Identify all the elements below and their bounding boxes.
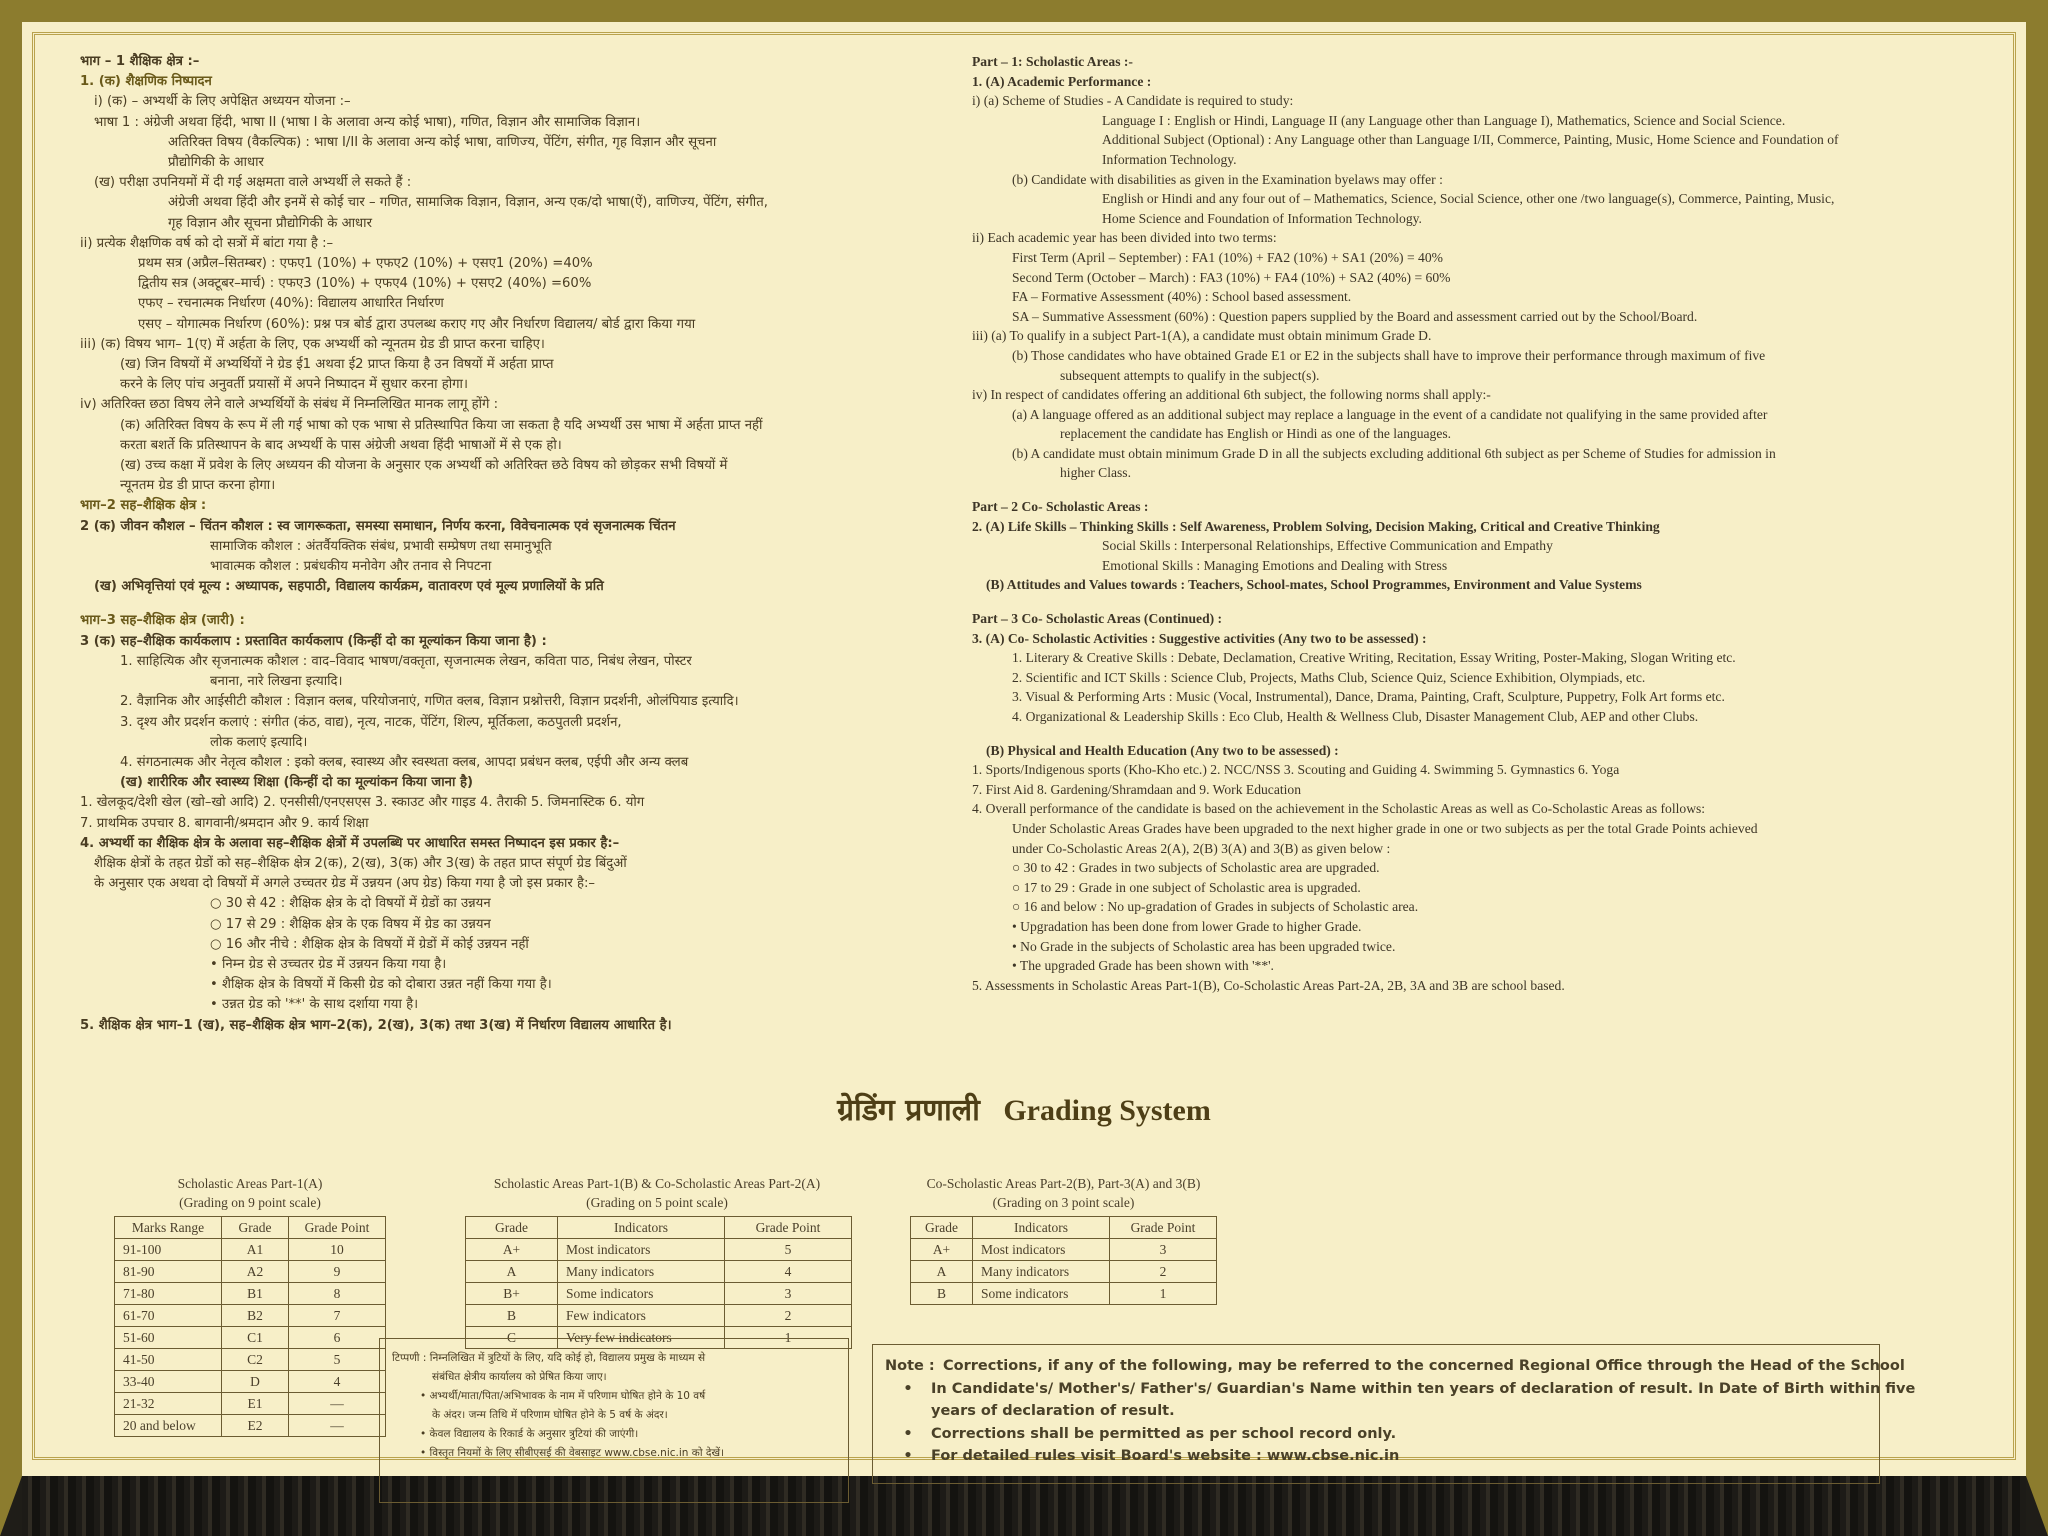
text-line: Second Term (October – March) : FA3 (10%) + FA4 (10%) + SA2 (40%) = 60% [1012,269,1451,285]
text-line: (ख) जिन विषयों में अभ्यर्थियों ने ग्रेड ई1 अथवा ई2 प्राप्त किया है उन विषयों में अर्हता प्राप्त [120,357,554,373]
text-line: 4. Overall performance of the candidate is based on the achievement in the Scholastic Areas as well as Co-Scholastic Areas as follows: [972,801,1706,817]
table-cell: A+ [911,1239,973,1261]
text-line: Additional Subject (Optional) : Any Language other than Language I/II, Commerce, Painting, Music, Home Science and Foundation of [1102,132,1839,148]
note-bullet-text: For detailed rules visit Board's website : www.cbse.nic.in [931,1448,1400,1464]
text-line: Under Scholastic Areas Grades have been upgraded to the next higher grade in one or two subjects as per the total Grade Points achieved [1012,820,1758,836]
column-header: Grade Point [1110,1217,1217,1239]
table-cell: B [466,1305,558,1327]
text-line: 7. First Aid 8. Gardening/Shramdaan and 9. Work Education [972,781,1302,797]
hindi-note-line: • विस्तृत नियमों के लिए सीबीएसई की वेबसाइट www.cbse.nic.in को देखें। [420,1447,725,1459]
table-cell: Most indicators [558,1239,725,1261]
table-cell: A2 [222,1261,289,1283]
table-row [466,1283,852,1305]
text-line: English or Hindi and any four out of – Mathematics, Science, Social Science, other one /two language(s), Commerce, Painting, Music, [1102,191,1835,207]
table-cell: 3 [1110,1239,1217,1261]
text-line: 2. (A) Life Skills – Thinking Skills : Self Awareness, Problem Solving, Decision Making, Critical and Creative Thinking [972,518,1660,534]
text-line: • उन्नत ग्रेड को '**' के साथ दर्शाया गया है। [210,997,419,1013]
table-row [115,1239,386,1261]
hindi-note-line: • अभ्यर्थी/माता/पिता/अभिभावक के नाम में परिणाम घोषित होने के 10 वर्ष [420,1390,706,1402]
text-line: iii) (a) To qualify in a subject Part-1(A), a candidate must obtain minimum Grade D. [972,328,1432,344]
text-line: i) (क) – अभ्यर्थी के लिए अपेक्षित अध्ययन योजना :– [94,94,351,110]
table-cell: C2 [222,1349,289,1371]
table-cell: C [466,1327,558,1349]
text-line: Language I : English or Hindi, Language II (any Language other than Language I), Mathematics, Science and Social Science. [1102,112,1786,128]
text-line: 3 (क) सह–शैक्षिक कार्यकलाप : प्रस्तावित कार्यकलाप (किन्हीं दो का मूल्यांकन किया जाना है) : [80,633,547,649]
table-cell: A [466,1261,558,1283]
text-line: 1. खेलकूद/देशी खेल (खो–खो आदि) 2. एनसीसी/एनएसएस 3. स्काउट और गाइड 4. तैराकी 5. जिमनास्टिक 6. योग [80,795,645,811]
text-line: ○ 17 to 29 : Grade in one subject of Scholastic area is upgraded. [1012,879,1361,895]
table-cell: — [289,1415,386,1437]
table-cell: 6 [289,1327,386,1349]
english-note-box [872,1344,1916,1484]
table-cell: A1 [222,1239,289,1261]
table-row [115,1327,386,1349]
text-line: 1. साहित्यिक और सृजनात्मक कौशल : वाद–विवाद भाषण/वक्तृता, सृजनात्मक लेखन, कविता पाठ, निबंध लेखन, पोस्टर [120,653,692,669]
text-line: (B) Physical and Health Education (Any two to be assessed) : [986,742,1339,758]
table-row [115,1283,386,1305]
text-line: Home Science and Foundation of Information Technology. [1102,210,1422,226]
text-line: (b) Those candidates who have obtained Grade E1 or E2 in the subjects shall have to improve their performance through maximum of five [1012,347,1766,363]
text-line: अंग्रेजी अथवा हिंदी और इनमें से कोई चार – गणित, सामाजिक विज्ञान, विज्ञान, अन्य एक/दो भाषा(ऐं), वाणिज्य, पेंटिंग, संगीत, [168,195,768,211]
table-caption: Scholastic Areas Part-1(B) & Co-Scholastic Areas Part-2(A) [493,1176,821,1191]
note-bullet: • In Candidate's/ Mother's/ Father's/ Guardian's Name within ten years of declaration of result. In Date of Birth within five [903,1380,1916,1397]
text-line: Part – 3 Co- Scholastic Areas (Continued) : [972,611,1223,627]
hindi-note-line: संबंधित क्षेत्रीय कार्यालय को प्रेषित किया जाए। [432,1371,607,1383]
text-line: 2. वैज्ञानिक और आईसीटी कौशल : विज्ञान क्लब, परियोजनाएं, गणित क्लब, विज्ञान प्रश्नोत्तरी, विज्ञान प्रदर्शनी, ओलंपियाड इत्यादि। [120,694,739,710]
table-cell: Few indicators [558,1305,725,1327]
table-caption: Co-Scholastic Areas Part-2(B), Part-3(A) and 3(B) [926,1176,1201,1191]
text-line: First Term (April – September) : FA1 (10%) + FA2 (10%) + SA1 (20%) = 40% [1012,249,1443,265]
text-line: • No Grade in the subjects of Scholastic area has been upgraded twice. [1012,938,1396,954]
table-cell: D [222,1371,289,1393]
text-line: प्रथम सत्र (अप्रैल–सितम्बर) : एफए1 (10%) + एफए2 (10%) + एसए1 (20%) =40% [138,256,593,272]
column-header: Grade [222,1217,289,1239]
table-subcaption: (Grading on 9 point scale) [179,1195,321,1210]
text-line: भाग–3 सह–शैक्षिक क्षेत्र (जारी) : [80,613,245,629]
column-header: Indicators [558,1217,725,1239]
text-line: 1. Sports/Indigenous sports (Kho-Kho etc.) 2. NCC/NSS 3. Scouting and Guiding 4. Swimming 5. Gymnastics 6. Yoga [972,762,1620,778]
column-header: Grade Point [725,1217,852,1239]
grading-table-9-point [114,1174,386,1437]
table-subcaption: (Grading on 3 point scale) [992,1195,1135,1210]
table-cell: Very few indicators [558,1327,725,1349]
text-line: द्वितीय सत्र (अक्टूबर–मार्च) : एफए3 (10%) + एफए4 (10%) + एसए2 (40%) =60% [138,276,592,292]
table-cell: 9 [289,1261,386,1283]
table-cell: 41-50 [115,1349,222,1371]
text-line: 1. (A) Academic Performance : [972,73,1152,89]
text-line: iii) (क) विषय भाग– 1(ए) में अर्हता के लिए, एक अभ्यर्थी को न्यूनतम ग्रेड डी प्राप्त करना चाहिए। [80,336,545,352]
text-line: (ख) उच्च कक्षा में प्रवेश के लिए अध्ययन की योजना के अनुसार एक अभ्यर्थी को अतिरिक्त छठे विषय को छोड़कर सभी विषयों में [120,458,728,474]
text-line: i) (a) Scheme of Studies - A Candidate is required to study: [972,93,1294,109]
table-row [911,1239,1217,1261]
text-line: • निम्न ग्रेड से उच्चतर ग्रेड में उन्नयन किया गया है। [210,956,447,972]
table-row [466,1239,852,1261]
table-cell: 5 [725,1239,852,1261]
text-line: भावात्मक कौशल : प्रबंधकीय मनोवेग और तनाव से निपटना [210,559,492,575]
table-cell: 1 [725,1327,852,1349]
spacer [972,595,2022,609]
spacer [972,727,2022,741]
text-line: replacement the candidate has English or Hindi as one of the languages. [1060,426,1452,442]
column-header: Marks Range [115,1217,222,1239]
text-line: न्यूनतम ग्रेड डी प्राप्त करना होगा। [120,478,276,494]
text-line: करता बशर्ते कि प्रतिस्थापन के बाद अभ्यर्थी के पास अंग्रेजी अथवा हिंदी भाषाओं में से एक हो। [120,437,562,453]
text-line: SA – Summative Assessment (60%) : Question papers supplied by the Board and assessment carried out by the School/Board. [1012,308,1698,324]
spacer [80,597,970,611]
english-instructions-column [972,52,2022,995]
text-line: करने के लिए पांच अनुवर्ती प्रयासों में अपने निष्पादन में सुधार करना होगा। [120,377,468,393]
text-line: प्रौद्योगिकी के आधार [168,155,264,171]
text-line: 3. (A) Co- Scholastic Activities : Suggestive activities (Any two to be assessed) : [972,630,1427,646]
table-cell: E2 [222,1415,289,1437]
text-line: के अनुसार एक अथवा दो विषयों में अगले उच्चतर ग्रेड में उन्नयन (अप ग्रेड) किया गया है जो इस प्रकार है:– [94,876,596,892]
text-line: शैक्षिक क्षेत्रों के तहत ग्रेडों को सह–शैक्षिक क्षेत्र 2(क), 2(ख), 3(क) और 3(ख) के तहत प्राप्त संपूर्ण ग्रेड बिंदुओं [94,855,627,871]
text-line: Part – 1: Scholastic Areas :- [972,54,1133,69]
text-line: ii) प्रत्येक शैक्षणिक वर्ष को दो सत्रों में बांटा गया है :– [80,235,334,251]
table-cell: 7 [289,1305,386,1327]
table-row [911,1283,1217,1305]
table-row [115,1305,386,1327]
table-cell: 8 [289,1283,386,1305]
table-cell: Most indicators [973,1239,1110,1261]
text-line: • शैक्षिक क्षेत्र के विषयों में किसी ग्रेड को दोबारा उन्नत नहीं किया गया है। [210,977,552,993]
note-bullet-text: Corrections shall be permitted as per school record only. [931,1425,1397,1442]
table-cell: 81-90 [115,1261,222,1283]
hindi-note-line: के अंदर। जन्म तिथि में परिणाम घोषित होने के 5 वर्ष के अंदर। [432,1409,668,1421]
table-header-row [911,1217,1217,1239]
text-line: (b) A candidate must obtain minimum Grade D in all the subjects excluding additional 6th subject as per Scheme of Studies for admission in [1012,445,1776,461]
text-line: 1. (क) शैक्षणिक निष्पादन [80,74,212,90]
text-line: ○ 16 and below : No up-gradation of Grades in subjects of Scholastic area. [1012,899,1419,915]
table-row [115,1371,386,1393]
text-line: 3. दृश्य और प्रदर्शन कलाएं : संगीत (कंठ, वाद्य), नृत्य, नाटक, पेंटिंग, शिल्प, मूर्तिकला, कठपुतली प्रदर्शन, [120,714,622,730]
hindi-note-box [379,1338,849,1503]
text-line: iv) In respect of candidates offering an additional 6th subject, the following norms shall apply:- [972,387,1491,403]
table-caption: Scholastic Areas Part-1(A) [177,1176,323,1191]
text-line: ○ 17 से 29 : शैक्षिक क्षेत्र के एक विषय में ग्रेड का उन्नयन [210,916,491,932]
table-cell: Many indicators [558,1261,725,1283]
table-cell: 2 [1110,1261,1217,1283]
table-row [911,1261,1217,1283]
text-line: सामाजिक कौशल : अंतर्वैयक्तिक संबंध, प्रभावी सम्प्रेषण तथा समानुभूति [210,538,552,554]
table-row [115,1393,386,1415]
text-line: 2. Scientific and ICT Skills : Science Club, Projects, Maths Club, Science Quiz, Science Exhibition, Olympiads, etc. [1012,669,1646,685]
text-line: गृह विज्ञान और सूचना प्रौद्योगिकी के आधार [168,215,372,231]
text-line: iv) अतिरिक्त छठा विषय लेने वाले अभ्यर्थियों के संबंध में निम्नलिखित मानक लागू होंगे : [80,397,499,413]
table-cell: 3 [725,1283,852,1305]
grading-table-5-point [462,1174,852,1349]
text-line: भाग–2 सह–शैक्षिक क्षेत्र : [80,498,207,514]
text-line: अतिरिक्त विषय (वैकल्पिक) : भाषा I/II के अलावा अन्य कोई भाषा, वाणिज्य, पेंटिंग, संगीत, गृह विज्ञान और सूचना [168,134,717,150]
text-line: 4. संगठनात्मक और नेतृत्व कौशल : इको क्लब, स्वास्थ्य और स्वस्थता क्लब, आपदा प्रबंधन क्लब, एईपी और अन्य क्लब [120,754,689,770]
table-cell: Some indicators [558,1283,725,1305]
bottom-scan-band [22,1476,2026,1536]
table-cell: B [911,1283,973,1305]
table-cell: 1 [1110,1283,1217,1305]
text-line: 3. Visual & Performing Arts : Music (Vocal, Instrumental), Dance, Drama, Painting, Craft, Sculpture, Puppetry, Folk Art forms etc. [1012,689,1725,705]
table-cell: 2 [725,1305,852,1327]
hindi-note-line: टिप्पणी : निम्नलिखित में त्रुटियों के लिए, यदि कोई हो, विद्यालय प्रमुख के माध्यम से [392,1352,706,1364]
table-cell: 91-100 [115,1239,222,1261]
text-line: 5. शैक्षिक क्षेत्र भाग–1 (ख), सह–शैक्षिक क्षेत्र भाग–2(क), 2(ख), 3(क) तथा 3(ख) में निर्धारण विद्यालय आधारित है। [80,1017,672,1033]
text-line: FA – Formative Assessment (40%) : School based assessment. [1012,289,1352,305]
table-cell: Some indicators [973,1283,1110,1305]
text-line: 4. अभ्यर्थी का शैक्षिक क्षेत्र के अलावा सह–शैक्षिक क्षेत्रों में उपलब्धि पर आधारित समस्त निष्पादन इस प्रकार है:– [80,835,620,851]
text-line: (ख) शारीरिक और स्वास्थ्य शिक्षा (किन्हीं दो का मूल्यांकन किया जाना है) [120,775,473,791]
text-line: ○ 16 और नीचे : शैक्षिक क्षेत्र के विषयों में ग्रेडों में कोई उन्नयन नहीं [210,936,529,952]
note-bullet-text: In Candidate's/ Mother's/ Father's/ Guardian's Name within ten years of declaration of result. In Date of Birth within five [931,1380,1916,1397]
text-line: 1. Literary & Creative Skills : Debate, Declamation, Creative Writing, Recitation, Essay Writing, Poster-Making, Slogan Writing etc. [1012,650,1736,666]
grading-table-3-point [910,1174,1217,1305]
column-header: Grade [466,1217,558,1239]
text-line: लोक कलाएं इत्यादि। [210,734,308,750]
text-line: (b) Candidate with disabilities as given in the Examination byelaws may offer : [1012,171,1443,187]
table-cell: B1 [222,1283,289,1305]
text-line: under Co-Scholastic Areas 2(A), 2(B) 3(A) and 3(B) as given below : [1012,840,1391,856]
table-cell: 21-32 [115,1393,222,1415]
text-line: (a) A language offered as an additional subject may replace a language in the event of a candidate not qualifying in the same provided after [1012,406,1768,422]
grading-system-title [22,1088,2026,1129]
grading-title-english: Grading System [1003,1094,1211,1127]
table-cell: 4 [725,1261,852,1283]
table-cell: 4 [289,1371,386,1393]
table-cell: 5 [289,1349,386,1371]
text-line: • The upgraded Grade has been shown with '**'. [1012,958,1274,974]
grading-title-hindi: ग्रेडिंग प्रणाली [837,1093,980,1128]
text-line: Social Skills : Interpersonal Relationships, Effective Communication and Empathy [1102,538,1553,554]
text-line: Part – 2 Co- Scholastic Areas : [972,499,1149,515]
text-line: एसए – योगात्मक निर्धारण (60%): प्रश्न पत्र बोर्ड द्वारा उपलब्ध कराए गए और निर्धारण विद्यालय/ बोर्ड द्वारा किया गया [138,316,696,332]
note-bullet-text: years of declaration of result. [931,1403,1175,1419]
table-cell: — [289,1393,386,1415]
table-row [115,1349,386,1371]
table-cell: E1 [222,1393,289,1415]
grade-table [465,1216,852,1349]
table-row [115,1415,386,1437]
spacer [972,483,2022,497]
table-subcaption: (Grading on 5 point scale) [586,1195,728,1210]
text-line: Information Technology. [1102,151,1237,167]
text-line: 2 (क) जीवन कौशल – चिंतन कौशल : स्व जागरूकता, समस्या समाधान, निर्णय करना, विवेचनात्मक एवं सृजनात्मक चिंतन [80,518,676,534]
text-line: बनाना, नारे लिखना इत्यादि। [210,674,343,690]
hindi-note-line: • केवल विद्यालय के रिकार्ड के अनुसार त्रुटियां की जाएंगी। [420,1428,639,1440]
text-line: (ख) परीक्षा उपनियमों में दी गई अक्षमता वाले अभ्यर्थी ले सकते हैं : [94,175,412,191]
table-cell: 33-40 [115,1371,222,1393]
note-heading-row [885,1355,1905,1378]
grade-table [114,1216,386,1437]
text-line: 5. Assessments in Scholastic Areas Part-1(B), Co-Scholastic Areas Part-2A, 2B, 3A and 3B are school based. [972,977,1565,993]
note-label: Note : [885,1358,935,1374]
table-cell: C1 [222,1327,289,1349]
text-line: भाषा 1 : अंग्रेजी अथवा हिंदी, भाषा II (भाषा I के अलावा अन्य कोई भाषा), गणित, विज्ञान और सामाजिक विज्ञान। [94,114,641,130]
table-cell: B2 [222,1305,289,1327]
table-cell: 51-60 [115,1327,222,1349]
text-line: (B) Attitudes and Values towards : Teachers, School-mates, School Programmes, Environment and Value Systems [986,577,1642,593]
note-bullet-cont [885,1400,1867,1423]
text-line: एफए – रचनात्मक निर्धारण (40%): विद्यालय आधारित निर्धारण [138,296,444,312]
note-bullet: • Corrections shall be permitted as per school record only. [903,1425,1397,1442]
note-text: Corrections, if any of the following, may be referred to the concerned Regional Office through the Head of the School [943,1358,1905,1374]
column-header: Grade Point [289,1217,386,1239]
column-header: Grade [911,1217,973,1239]
text-line: Emotional Skills : Managing Emotions and Dealing with Stress [1102,557,1448,573]
table-cell: A+ [466,1239,558,1261]
text-line: 7. प्राथमिक उपचार 8. बागवानी/श्रमदान और 9. कार्य शिक्षा [80,815,369,831]
table-cell: 20 and below [115,1415,222,1437]
text-line: • Upgradation has been done from lower Grade to higher Grade. [1012,918,1362,934]
text-line: ii) Each academic year has been divided into two terms: [972,230,1277,246]
table-cell: 71-80 [115,1283,222,1305]
column-header: Indicators [973,1217,1110,1239]
hindi-instructions-column [80,52,970,1036]
table-cell: A [911,1261,973,1283]
table-cell: 10 [289,1239,386,1261]
note-bullet: • For detailed rules visit Board's website : www.cbse.nic.in [903,1448,1400,1464]
grade-table [910,1216,1217,1305]
table-row [466,1261,852,1283]
text-line: 4. Organizational & Leadership Skills : Eco Club, Health & Wellness Club, Disaster Management Club, AEP and other Clubs. [1012,709,1699,724]
table-row [466,1305,852,1327]
text-line: (क) अतिरिक्त विषय के रूप में ली गई भाषा को एक भाषा से प्रतिस्थापित किया जा सकता है यदि अभ्यर्थी उस भाषा में अर्हता प्राप्त नहीं [120,417,763,433]
table-row [115,1261,386,1283]
table-cell: B+ [466,1283,558,1305]
table-cell: 61-70 [115,1305,222,1327]
text-line: ○ 30 से 42 : शैक्षिक क्षेत्र के दो विषयों में ग्रेडों का उन्नयन [210,896,491,912]
text-line: भाग – 1 शैक्षिक क्षेत्र :– [80,54,200,69]
table-header-row [115,1217,386,1239]
text-line: higher Class. [1060,465,1131,481]
table-cell: Many indicators [973,1261,1110,1283]
table-header-row [466,1217,852,1239]
text-line: subsequent attempts to qualify in the subject(s). [1060,367,1320,383]
text-line: (ख) अभिवृत्तियां एवं मूल्य : अध्यापक, सहपाठी, विद्यालय कार्यक्रम, वातावरण एवं मूल्य प्रणालियों के प्रति [94,579,604,595]
text-line: ○ 30 to 42 : Grades in two subjects of Scholastic area are upgraded. [1012,860,1380,876]
